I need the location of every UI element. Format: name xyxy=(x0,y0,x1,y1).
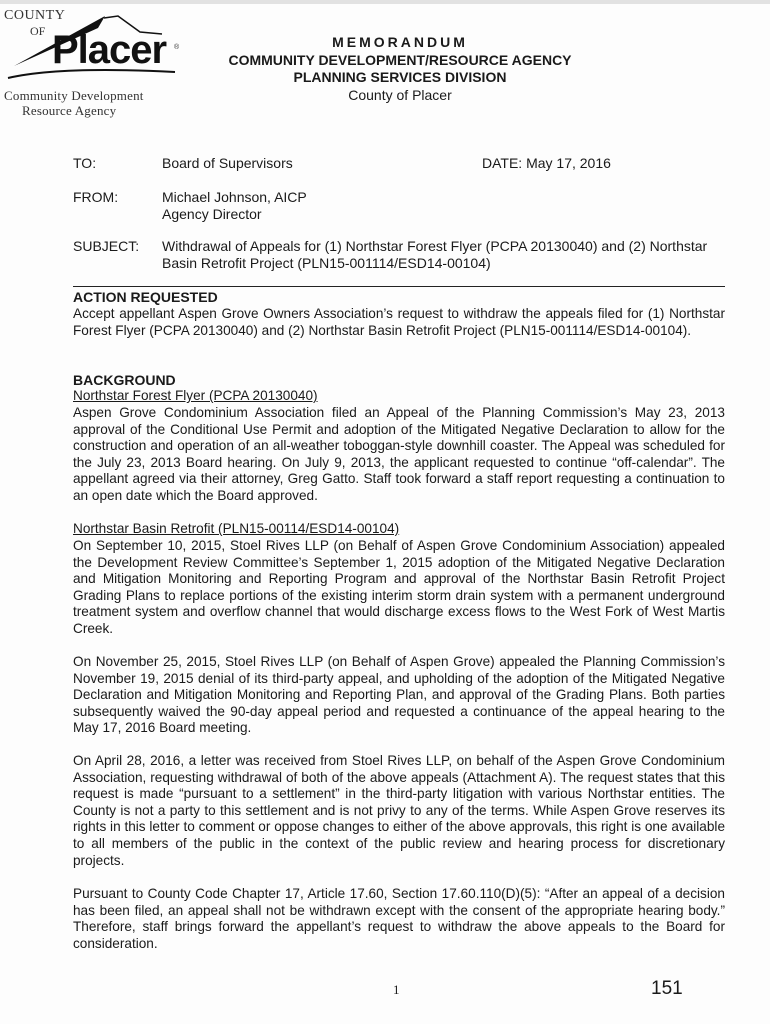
action-heading: ACTION REQUESTED xyxy=(73,289,218,305)
subheading-basin-retrofit: Northstar Basin Retrofit (PLN15-00114/ESD14-00104) xyxy=(73,521,400,536)
paragraph-basin-retrofit: On September 10, 2015, Stoel Rives LLP (on Behalf of Aspen Grove Condominium Association) appealed the Development Review Committee’s September 1, 2015 adoption of the Mitigated Negative Declaration and Mitigation Monitoring and Reporting Program and approval of the Northstar Basin Retrofit Project Grading Plans to replace portions of the existing interim storm drain system with a permanent underground treatment system and overflow channel that would discharge excess flows to the West Fork of West Martis Creek. xyxy=(73,538,725,636)
county-logo xyxy=(0,6,200,121)
header-rule xyxy=(73,286,725,287)
agency-name: COMMUNITY DEVELOPMENT/RESOURCE AGENCY xyxy=(228,51,572,68)
to-value: Board of Supervisors xyxy=(162,155,293,171)
packet-page-stamp: 151 xyxy=(651,978,683,999)
logo-agency-line2: Resource Agency xyxy=(22,103,117,118)
logo-registered-mark: ® xyxy=(174,44,180,51)
action-text: Accept appellant Aspen Grove Owners Association’s request to withdraw the appeals filed for (1) Northstar Forest Flyer (PCPA 20130040) and (2) Northstar Basin Retrofit Project (PLN15-001114/ESD14-00104). xyxy=(73,306,725,338)
subject-line-1: Withdrawal of Appeals for (1) Northstar Forest Flyer (PCPA 20130040) and (2) Northstar xyxy=(162,238,708,254)
from-name: Michael Johnson, AICP xyxy=(162,189,307,205)
subject-line-2: Basin Retrofit Project (PLN15-001114/ESD14-00104) xyxy=(162,255,491,271)
from-label: FROM: xyxy=(73,189,119,205)
county-name: County of Placer xyxy=(348,86,452,103)
logo-placer-text: Placer xyxy=(52,28,167,72)
page-number: 1 xyxy=(393,982,400,997)
background-heading: BACKGROUND xyxy=(73,372,176,388)
logo-of-text: OF xyxy=(30,24,46,38)
memo-date: DATE: May 17, 2016 xyxy=(482,155,611,171)
page-top-edge xyxy=(0,0,770,4)
from-value xyxy=(162,189,307,223)
memo-header xyxy=(190,34,610,104)
subject-value xyxy=(162,238,707,272)
to-label: TO: xyxy=(73,155,97,171)
subject-label: SUBJECT: xyxy=(73,238,140,254)
logo-county-text: COUNTY xyxy=(4,8,66,23)
logo-agency-line1: Community Development xyxy=(4,88,144,103)
division-name: PLANNING SERVICES DIVISION xyxy=(293,69,507,85)
paragraph-forest-flyer: Aspen Grove Condominium Association filed an Appeal of the Planning Commission’s May 23, 2013 approval of the Conditional Use Permit and adoption of the Mitigated Negative Declaration to allow for the construction and operation of an all-weather toboggan-style downhill coaster. The Appeal was scheduled for the July 23, 2013 Board hearing. On July 9, 2013, the applicant requested to continue “off-calendar”. The appellant agreed via their attorney, Greg Gatto. Staff took forward a staff report requesting a continuation to an open date which the Board approved. xyxy=(73,405,725,503)
subheading-forest-flyer: Northstar Forest Flyer (PCPA 20130040) xyxy=(73,388,318,403)
paragraph-county-code: Pursuant to County Code Chapter 17, Article 17.60, Section 17.60.110(D)(5): “After an appeal of a decision has been filed, an appeal shall not be withdrawn except with the consent of the appropriate hearing body.” Therefore, staff brings forward the appellant’s request to withdraw the above appeals to the Board for consideration. xyxy=(73,886,725,951)
memo-title: MEMORANDUM xyxy=(332,34,468,50)
paragraph-withdrawal-letter: On April 28, 2016, a letter was received from Stoel Rives LLP, on behalf of the Aspen Grove Condominium Association, requesting withdrawal of both of the above appeals (Attachment A). The request states that this request is made “pursuant to a settlement” in the third-party litigation with various Northstar entities. The County is not a party to this settlement and is not privy to any of the terms. While Aspen Grove reserves its rights in this letter to comment or oppose changes to either of the above approvals, this right is one available to all members of the public in the context of the public review and hearing process for discretionary projects. xyxy=(73,753,725,868)
from-title: Agency Director xyxy=(162,206,262,222)
paragraph-november-appeal: On November 25, 2015, Stoel Rives LLP (on Behalf of Aspen Grove) appealed the Planning Commission’s November 19, 2015 denial of its third-party appeal, and upholding of the adoption of the Mitigated Negative Declaration and Mitigation Monitoring and Reporting Plan, and approval of the Grading Plans. Both parties subsequently waived the 90-day appeal period and requested a continuance of the appeal hearing to the May 17, 2016 Board meeting. xyxy=(73,654,725,736)
